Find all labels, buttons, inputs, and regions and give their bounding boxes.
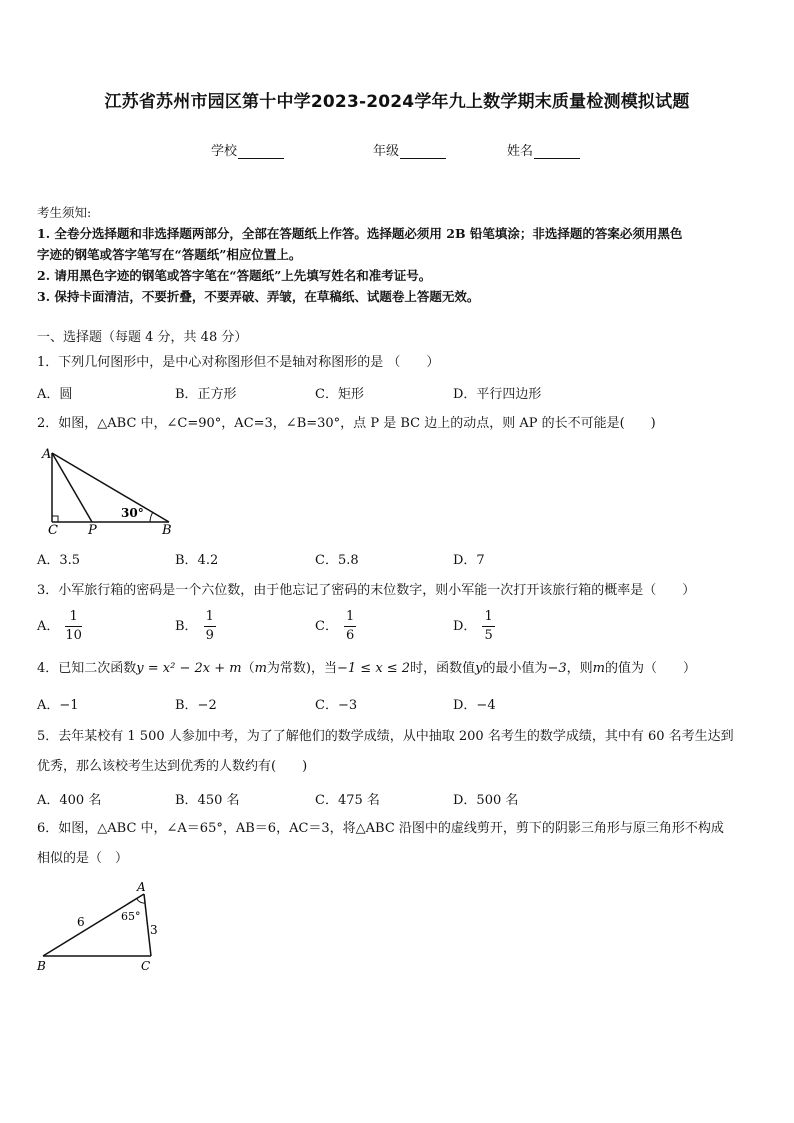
option-b[interactable]: B．4.2 (175, 553, 219, 568)
question-3-stem: 3．小军旅行箱的密码是一个六位数，由于他忘记了密码的末位数字，则小军能一次打开该旅行箱的概率是（ ） (37, 583, 696, 598)
option-b[interactable]: B．−2 (175, 698, 217, 713)
option-c[interactable]: C．矩形 (315, 387, 364, 402)
question-5-options (37, 789, 757, 809)
option-c[interactable]: C． $\frac{1}{6}$ (315, 609, 355, 643)
angle-label: 65° (121, 910, 141, 923)
option-b[interactable]: B．正方形 (175, 387, 237, 402)
question-1-stem: 1．下列几何图形中，是中心对称图形但不是轴对称图形的是 （ ） (37, 355, 440, 370)
option-d[interactable]: D． $\frac{1}{5}$ (453, 609, 493, 643)
exam-notice (37, 202, 757, 307)
question-2-options (37, 549, 757, 569)
question-3-options (37, 608, 757, 648)
option-a[interactable]: A．400 名 (37, 793, 102, 808)
notice-item: 2. 请用黑色字迹的钢笔或答字笔在“答题纸”上先填写姓名和准考证号。 (37, 268, 432, 283)
angle-label: 30° (121, 506, 144, 520)
notice-heading: 考生须知: (37, 205, 92, 220)
section-heading: 一、选择题（每题 4 分，共 48 分） (37, 330, 248, 345)
question-6-figure (33, 878, 163, 978)
label-a: A (42, 447, 52, 462)
option-a[interactable]: A．−1 (37, 698, 79, 713)
fraction: $\frac{1}{6}$ (345, 609, 355, 643)
school-blank[interactable] (238, 146, 284, 159)
option-c[interactable]: C．475 名 (315, 793, 380, 808)
question-5-stem: 5．去年某校有 1 500 人参加中考，为了了解他们的数学成绩，从中抽取 200 名考生的数学成绩，其中有 60 名考生达到 优秀，那么该校考生达到优秀的人数约有( ) (37, 729, 734, 774)
option-c[interactable]: C．−3 (315, 698, 358, 713)
option-b[interactable]: B．450 名 (175, 793, 240, 808)
option-d[interactable]: D．平行四边形 (453, 387, 542, 402)
label-c: C (48, 523, 58, 536)
notice-item: 3. 保持卡面清洁，不要折叠，不要弄破、弄皱，在草稿纸、试题卷上答题无效。 (37, 289, 480, 304)
question-6-stem: 6．如图，△ABC 中，∠A＝65°，AB＝6，AC＝3，将△ABC 沿图中的虚线剪开，剪下的阴影三角形与原三角形不构成 相似的是（ ） (37, 821, 724, 866)
question-1-options (37, 383, 757, 403)
function-expression: y = x² − 2x + m (136, 661, 242, 676)
side-ab-label: 6 (77, 915, 85, 929)
grade-label: 年级 (373, 144, 400, 159)
grade-field[interactable] (373, 140, 446, 159)
domain-range: −1 ≤ x ≤ 2 (337, 661, 411, 676)
grade-blank[interactable] (400, 146, 446, 159)
label-c: C (141, 959, 151, 973)
question-2-figure (38, 446, 178, 536)
school-label: 学校 (211, 144, 238, 159)
fraction: $\frac{1}{9}$ (205, 609, 214, 643)
option-a[interactable]: A．3.5 (37, 553, 81, 568)
notice-item: 字迹的钢笔或答字笔写在“答题纸”相应位置上。 (37, 247, 302, 262)
option-b[interactable]: B． $\frac{1}{9}$ (175, 609, 214, 643)
label-p: P (88, 523, 97, 536)
side-ac-label: 3 (150, 923, 158, 937)
page-title: 江苏省苏州市园区第十中学2023-2024学年九上数学期末质量检测模拟试题 (104, 92, 690, 112)
question-2-stem: 2．如图，△ABC 中，∠C=90°，AC=3，∠B=30°，点 P 是 BC 边上的动点，则 AP 的长不可能是( ) (37, 416, 656, 431)
question-4-options (37, 694, 757, 714)
label-a: A (137, 880, 146, 894)
name-label: 姓名 (507, 144, 534, 159)
fraction: $\frac{1}{5}$ (484, 609, 493, 643)
option-c[interactable]: C．5.8 (315, 553, 359, 568)
label-b: B (162, 523, 172, 536)
label-b: B (37, 959, 46, 973)
option-d[interactable]: D．−4 (453, 698, 496, 713)
school-field[interactable] (211, 140, 284, 159)
notice-item: 1. 全卷分选择题和非选择题两部分，全部在答题纸上作答。选择题必须用 2B 铅笔填涂；非选择题的答案必须用黑色 (37, 226, 683, 241)
question-4-stem: 4．已知二次函数y = x² − 2x + m（m为常数)，当−1 ≤ x ≤ 2时，函数值y的最小值为−3，则m的值为（ ） (37, 661, 697, 676)
name-blank[interactable] (534, 146, 580, 159)
option-d[interactable]: D．500 名 (453, 793, 519, 808)
option-a[interactable]: A．圆 (37, 387, 73, 402)
fraction: $\frac{1}{10}$ (65, 609, 82, 643)
name-field[interactable] (507, 140, 580, 159)
option-a[interactable]: A． $\frac{1}{10}$ (37, 609, 82, 643)
option-d[interactable]: D．7 (453, 553, 485, 568)
